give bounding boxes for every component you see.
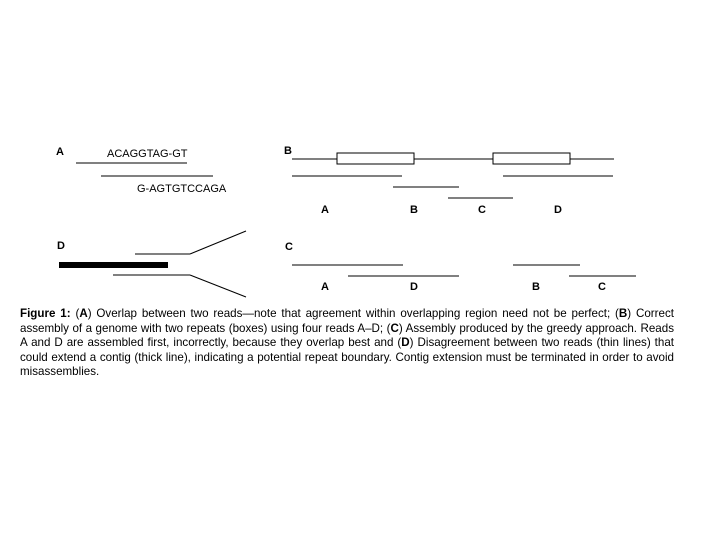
figure-caption [20,307,674,380]
read-label-c: C [478,204,486,216]
caption-text-d: ) Disagreement between two reads (thin lines) that could extend a contig (thick line), indicating a potential repeat boundary. Contig extension must be terminated in order to avoid misassemblies. [20,336,674,379]
caption-text-c: ) Assembly produced by the greedy approach. Reads A and D are assembled first, incorrectly, because they overlap best and ( [20,321,674,350]
panel-d [57,231,246,297]
caption-text-b: ) Correct assembly of a genome with two repeats (boxes) using four reads A–D; ( [20,307,674,335]
panel-c [285,241,636,293]
caption-ref-b: B [618,307,628,320]
panel-a-label: A [56,146,64,158]
read-label-b: B [532,281,540,293]
caption-ref-d: D [401,336,410,350]
panel-d-label: D [57,240,65,252]
read-sequence-top: ACAGGTAG-GT [107,148,188,160]
panel-b [284,145,614,216]
caption-title: Figure 1: [20,307,71,320]
read-lower-diverge [190,275,246,297]
panel-c-label: C [285,241,293,253]
read-label-a: A [321,281,329,293]
repeat-box-1 [337,153,414,164]
read-sequence-bottom: G-AGTGTCCAGA [137,183,227,195]
repeat-box-2 [493,153,570,164]
read-label-d: D [410,281,418,293]
caption-ref-a: A [79,307,88,320]
read-label-b: B [410,204,418,216]
panel-a [56,146,227,195]
read-label-a: A [321,204,329,216]
caption-open-a: ( [75,307,80,320]
panel-b-label: B [284,145,292,157]
caption-text-a: ) Overlap between two reads—note that agreement within overlapping region need not be perfect; ( [87,307,619,320]
caption-ref-c: C [390,321,399,335]
read-upper-diverge [190,231,246,254]
read-label-d: D [554,204,562,216]
read-label-c: C [598,281,606,293]
